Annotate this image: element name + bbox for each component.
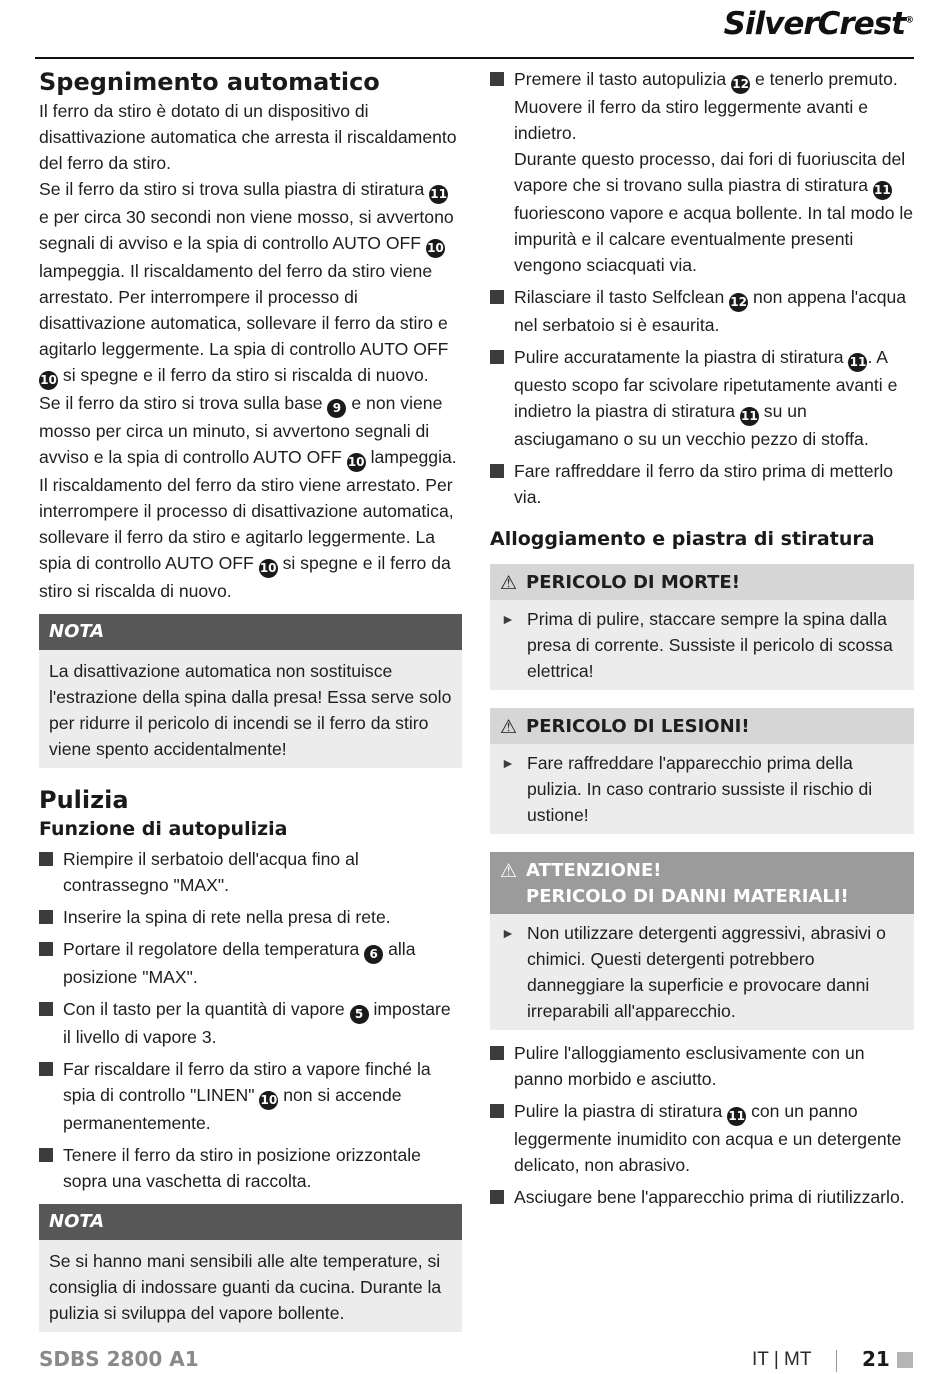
instruction-list <box>490 1040 914 1210</box>
reference-number: 11 <box>429 185 448 204</box>
arrow-bullet-icon: ► <box>501 755 515 771</box>
list-item: Far riscaldare il ferro da stiro a vapore finché la spia di controllo "LINEN" 10 non si accende permanentemente. <box>39 1056 462 1136</box>
subsection-title-selfclean: Funzione di autopulizia <box>39 818 288 840</box>
list-item: Pulire accuratamente la piastra di stiratura 11. A questo scopo far scivolare ripetutamente avanti e indietro la piastra di stiratura 11 su un asciugamano o su un vecchio pezzo di stoffa. <box>490 344 914 452</box>
note-box <box>39 614 462 768</box>
reference-number: 9 <box>327 399 346 418</box>
warning-item: ► Fare raffreddare l'apparecchio prima della pulizia. In caso contrario sussiste il rischio di ustione! <box>500 750 904 828</box>
warning-title: PERICOLO DI LESIONI! <box>526 716 750 737</box>
paragraph: Se il ferro da stiro si trova sulla piastra di stiratura 11 e per circa 30 secondi non viene mosso, si avvertono segnali di avviso e la spia di controllo AUTO OFF 10 lampeggia. Il riscaldamento del ferro da stiro viene arrestato. Per interrompere il processo di disattivazione automatica, sollevare il ferro da stiro e agitarlo leggermente. La spia di controllo AUTO OFF 10 si spegne e il ferro da stiro si riscalda di nuovo. <box>39 176 462 390</box>
instruction-list <box>490 66 914 510</box>
warning-box-death <box>490 564 914 690</box>
list-item: Pulire l'alloggiamento esclusivamente con un panno morbido e asciutto. <box>490 1040 914 1092</box>
footer-language: IT | MT <box>752 1349 812 1370</box>
warning-title: PERICOLO DI MORTE! <box>526 572 740 593</box>
paragraph: Il ferro da stiro è dotato di un dispositivo di disattivazione automatica che arresta il riscaldamento del ferro da stiro. <box>39 101 457 173</box>
note-text: La disattivazione automatica non sostituisce l'estrazione della spina dalla presa! Essa serve solo per ridurre il pericolo di incendi se il ferro da stiro viene spento accidentalmente! <box>49 661 452 759</box>
footer-model: SDBS 2800 A1 <box>39 1347 199 1371</box>
reference-number: 12 <box>729 293 748 312</box>
warning-title: PERICOLO DI DANNI MATERIALI! <box>526 886 849 907</box>
note-title: NOTA <box>39 614 462 650</box>
list-item: Con il tasto per la quantità di vapore 5 impostare il livello di vapore 3. <box>39 996 462 1050</box>
list-item: Premere il tasto autopulizia 12 e tenerlo premuto. Muovere il ferro da stiro leggermente avanti e indietro. Durante questo processo, dai fori di fuoriuscita del vapore che si trovano sulla piastra di stiratura 11 fuoriescono vapore e acqua bollente. In tal modo le impurità e il calcare eventualmente presenti vengono sciacquati via. <box>490 66 914 278</box>
reference-number: 5 <box>350 1005 369 1024</box>
note-text: Se si hanno mani sensibili alle alte temperature, si consiglia di indossare guanti da cucina. Durante la pulizia si sviluppa del vapore bollente. <box>49 1251 442 1323</box>
reference-number: 10 <box>426 239 445 258</box>
reference-number: 11 <box>873 181 892 200</box>
note-box <box>39 1204 462 1332</box>
paragraph: Se il ferro da stiro si trova sulla base 9 e non viene mosso per circa un minuto, si avvertono segnali di avviso e la spia di controllo AUTO OFF 10 lampeggia. Il riscaldamento del ferro da stiro viene arrestato. Per interrompere il processo di disattivazione automatica, sollevare il ferro da stiro e agitarlo leggermente. La spia di controllo AUTO OFF 10 si spegne e il ferro da stiro si riscalda di nuovo. <box>39 393 457 601</box>
list-item: Portare il regolatore della temperatura 6 alla posizione "MAX". <box>39 936 462 990</box>
reference-number: 11 <box>727 1107 746 1126</box>
reference-number: 12 <box>731 75 750 94</box>
list-item: Asciugare bene l'apparecchio prima di riutilizzarlo. <box>490 1184 914 1210</box>
reference-number: 10 <box>347 453 366 472</box>
reference-number: 10 <box>39 371 58 390</box>
list-item: Inserire la spina di rete nella presa di rete. <box>39 904 462 930</box>
instruction-list <box>39 846 462 1194</box>
reference-number: 10 <box>259 559 278 578</box>
right-column <box>490 66 914 1216</box>
list-item: Pulire la piastra di stiratura 11 con un panno leggermente inumidito con acqua e un detergente delicato, non abrasivo. <box>490 1098 914 1178</box>
left-column <box>39 66 462 1340</box>
arrow-bullet-icon: ► <box>501 611 515 627</box>
header-rule <box>35 57 914 59</box>
reference-number: 6 <box>364 945 383 964</box>
warning-box-injury <box>490 708 914 834</box>
warning-box-damage <box>490 852 914 1030</box>
reference-number: 11 <box>848 353 867 372</box>
warning-title: ATTENZIONE! <box>526 860 662 881</box>
warning-item: ► Prima di pulire, staccare sempre la spina dalla presa di corrente. Sussiste il pericolo di scossa elettrica! <box>500 606 904 684</box>
note-title: NOTA <box>39 1204 462 1240</box>
reference-number: 10 <box>259 1091 278 1110</box>
list-item: Riempire il serbatoio dell'acqua fino al contrassegno "MAX". <box>39 846 462 898</box>
section-title-cleaning: Pulizia <box>39 786 129 814</box>
warning-item: ► Non utilizzare detergenti aggressivi, abrasivi o chimici. Questi detergenti potrebbero danneggiare la superficie e provocare danni irreparabili all'apparecchio. <box>500 920 904 1024</box>
warning-triangle-icon: ⚠ <box>500 716 518 738</box>
subsection-title-housing: Alloggiamento e piastra di stiratura <box>490 528 875 550</box>
reference-number: 11 <box>740 407 759 426</box>
footer-square-mark <box>897 1352 913 1368</box>
arrow-bullet-icon: ► <box>501 925 515 941</box>
brand-logo: SilverCrest® <box>723 6 914 42</box>
section-title-auto-off: Spegnimento automatico <box>39 68 380 96</box>
footer-divider <box>836 1350 837 1372</box>
page-number: 21 <box>862 1347 890 1371</box>
warning-triangle-icon: ⚠ <box>500 572 518 594</box>
list-item: Rilasciare il tasto Selfclean 12 non appena l'acqua nel serbatoio si è esaurita. <box>490 284 914 338</box>
list-item: Tenere il ferro da stiro in posizione orizzontale sopra una vaschetta di raccolta. <box>39 1142 462 1194</box>
warning-triangle-icon: ⚠ <box>500 860 518 882</box>
list-item: Fare raffreddare il ferro da stiro prima di metterlo via. <box>490 458 914 510</box>
